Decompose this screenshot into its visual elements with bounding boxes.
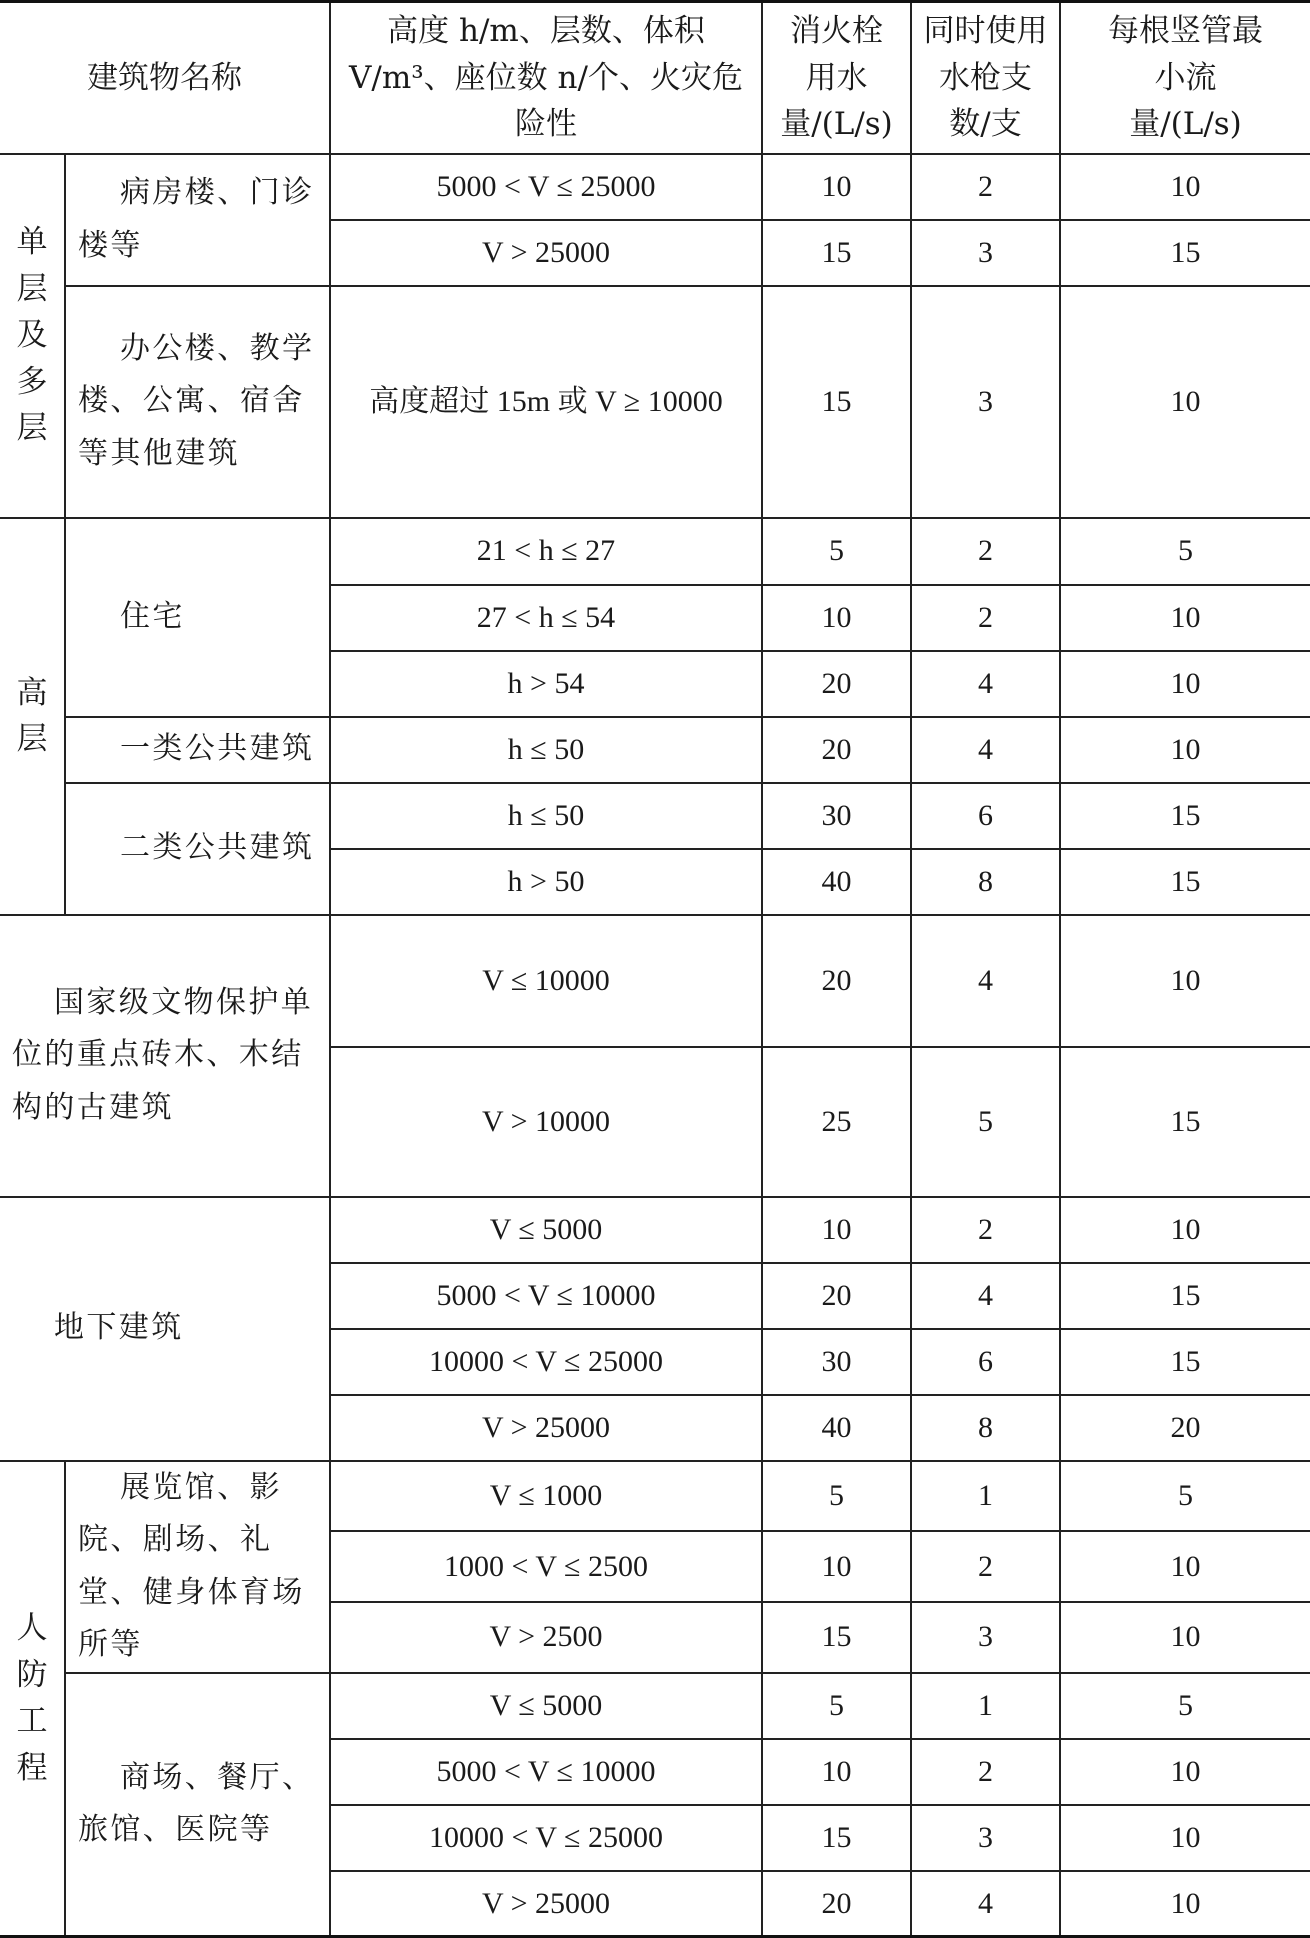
condition-cell: V > 25000 <box>330 1871 762 1937</box>
flow-cell: 15 <box>762 220 911 286</box>
guns-cell: 4 <box>911 651 1060 717</box>
group-label-low-multi-storey: 单层及多层 <box>0 154 65 518</box>
guns-cell: 8 <box>911 1395 1060 1461</box>
min-flow-cell: 5 <box>1060 1673 1310 1739</box>
condition-cell: 21 < h ≤ 27 <box>330 518 762 585</box>
condition-cell: V > 25000 <box>330 1395 762 1461</box>
building-name-class1-public: 一类公共建筑 <box>65 717 330 783</box>
guns-cell: 5 <box>911 1047 1060 1197</box>
building-name-office: 办公楼、教学楼、公寓、宿舍等其他建筑 <box>65 286 330 518</box>
guns-cell: 2 <box>911 154 1060 220</box>
guns-cell: 6 <box>911 783 1060 849</box>
table-row <box>0 783 1310 849</box>
min-flow-cell: 10 <box>1060 1805 1310 1871</box>
header-hydrant-flow: 消火栓用水量/(L/s) <box>762 2 911 154</box>
flow-cell: 10 <box>762 1197 911 1263</box>
min-flow-cell: 10 <box>1060 651 1310 717</box>
condition-cell: 10000 < V ≤ 25000 <box>330 1329 762 1395</box>
header-building-name: 建筑物名称 <box>0 2 330 154</box>
condition-cell: V ≤ 5000 <box>330 1673 762 1739</box>
condition-cell: V ≤ 1000 <box>330 1461 762 1532</box>
condition-cell: h > 50 <box>330 849 762 915</box>
building-name-residential: 住宅 <box>65 518 330 717</box>
flow-cell: 15 <box>762 1805 911 1871</box>
table-row <box>0 1673 1310 1739</box>
flow-cell: 20 <box>762 915 911 1047</box>
guns-cell: 3 <box>911 1805 1060 1871</box>
building-name-ward: 病房楼、门诊楼等 <box>65 154 330 286</box>
guns-cell: 2 <box>911 1739 1060 1805</box>
condition-cell: 27 < h ≤ 54 <box>330 585 762 651</box>
min-flow-cell: 10 <box>1060 717 1310 783</box>
flow-cell: 10 <box>762 1531 911 1602</box>
group-label-civil-air-defense: 人防工程 <box>0 1461 65 1937</box>
guns-cell: 3 <box>911 1602 1060 1673</box>
condition-cell: h > 54 <box>330 651 762 717</box>
table-row <box>0 915 1310 1047</box>
min-flow-cell: 10 <box>1060 286 1310 518</box>
condition-cell: h ≤ 50 <box>330 717 762 783</box>
guns-cell: 8 <box>911 849 1060 915</box>
table-row <box>0 286 1310 518</box>
flow-cell: 20 <box>762 1871 911 1937</box>
guns-cell: 6 <box>911 1329 1060 1395</box>
condition-cell: h ≤ 50 <box>330 783 762 849</box>
guns-cell: 4 <box>911 717 1060 783</box>
guns-cell: 2 <box>911 518 1060 585</box>
min-flow-cell: 15 <box>1060 849 1310 915</box>
table-row <box>0 518 1310 585</box>
building-name-heritage: 国家级文物保护单位的重点砖木、木结构的古建筑 <box>0 915 330 1197</box>
flow-cell: 30 <box>762 1329 911 1395</box>
guns-cell: 2 <box>911 1197 1060 1263</box>
min-flow-cell: 5 <box>1060 1461 1310 1532</box>
flow-cell: 10 <box>762 585 911 651</box>
flow-cell: 10 <box>762 1739 911 1805</box>
header-condition: 高度 h/m、层数、体积 V/m³、座位数 n/个、火灾危险性 <box>330 2 762 154</box>
min-flow-cell: 15 <box>1060 1329 1310 1395</box>
flow-cell: 40 <box>762 849 911 915</box>
min-flow-cell: 10 <box>1060 585 1310 651</box>
min-flow-cell: 10 <box>1060 915 1310 1047</box>
flow-cell: 15 <box>762 1602 911 1673</box>
condition-cell: V > 25000 <box>330 220 762 286</box>
building-name-mall: 商场、餐厅、旅馆、医院等 <box>65 1673 330 1937</box>
building-name-exhibition: 展览馆、影院、剧场、礼堂、健身体育场所等 <box>65 1461 330 1673</box>
flow-cell: 30 <box>762 783 911 849</box>
guns-cell: 3 <box>911 286 1060 518</box>
flow-cell: 5 <box>762 1673 911 1739</box>
min-flow-cell: 10 <box>1060 1197 1310 1263</box>
table-row <box>0 154 1310 220</box>
condition-cell: V ≤ 5000 <box>330 1197 762 1263</box>
guns-cell: 4 <box>911 915 1060 1047</box>
condition-cell: 1000 < V ≤ 2500 <box>330 1531 762 1602</box>
min-flow-cell: 10 <box>1060 1871 1310 1937</box>
header-nozzle-count: 同时使用水枪支数/支 <box>911 2 1060 154</box>
min-flow-cell: 15 <box>1060 783 1310 849</box>
table-header-row <box>0 2 1310 154</box>
min-flow-cell: 10 <box>1060 1531 1310 1602</box>
flow-cell: 5 <box>762 518 911 585</box>
min-flow-cell: 15 <box>1060 1263 1310 1329</box>
condition-cell: V > 10000 <box>330 1047 762 1197</box>
guns-cell: 1 <box>911 1461 1060 1532</box>
table-row <box>0 1197 1310 1263</box>
flow-cell: 20 <box>762 717 911 783</box>
min-flow-cell: 5 <box>1060 518 1310 585</box>
table-row <box>0 717 1310 783</box>
guns-cell: 2 <box>911 585 1060 651</box>
building-name-underground: 地下建筑 <box>0 1197 330 1461</box>
min-flow-cell: 10 <box>1060 1602 1310 1673</box>
condition-cell: V > 2500 <box>330 1602 762 1673</box>
guns-cell: 1 <box>911 1673 1060 1739</box>
min-flow-cell: 10 <box>1060 154 1310 220</box>
flow-cell: 10 <box>762 154 911 220</box>
guns-cell: 3 <box>911 220 1060 286</box>
flow-cell: 40 <box>762 1395 911 1461</box>
group-label-high-rise: 高层 <box>0 518 65 915</box>
condition-cell: 5000 < V ≤ 25000 <box>330 154 762 220</box>
min-flow-cell: 20 <box>1060 1395 1310 1461</box>
min-flow-cell: 15 <box>1060 1047 1310 1197</box>
building-name-class2-public: 二类公共建筑 <box>65 783 330 915</box>
guns-cell: 4 <box>911 1871 1060 1937</box>
header-min-riser-flow: 每根竖管最小流量/(L/s) <box>1060 2 1310 154</box>
condition-cell: 5000 < V ≤ 10000 <box>330 1739 762 1805</box>
condition-cell: 高度超过 15m 或 V ≥ 10000 <box>330 286 762 518</box>
condition-cell: 5000 < V ≤ 10000 <box>330 1263 762 1329</box>
condition-cell: V ≤ 10000 <box>330 915 762 1047</box>
flow-cell: 20 <box>762 651 911 717</box>
flow-cell: 25 <box>762 1047 911 1197</box>
guns-cell: 4 <box>911 1263 1060 1329</box>
min-flow-cell: 15 <box>1060 220 1310 286</box>
condition-cell: 10000 < V ≤ 25000 <box>330 1805 762 1871</box>
flow-cell: 5 <box>762 1461 911 1532</box>
min-flow-cell: 10 <box>1060 1739 1310 1805</box>
table-row <box>0 1461 1310 1532</box>
flow-cell: 15 <box>762 286 911 518</box>
guns-cell: 2 <box>911 1531 1060 1602</box>
flow-cell: 20 <box>762 1263 911 1329</box>
